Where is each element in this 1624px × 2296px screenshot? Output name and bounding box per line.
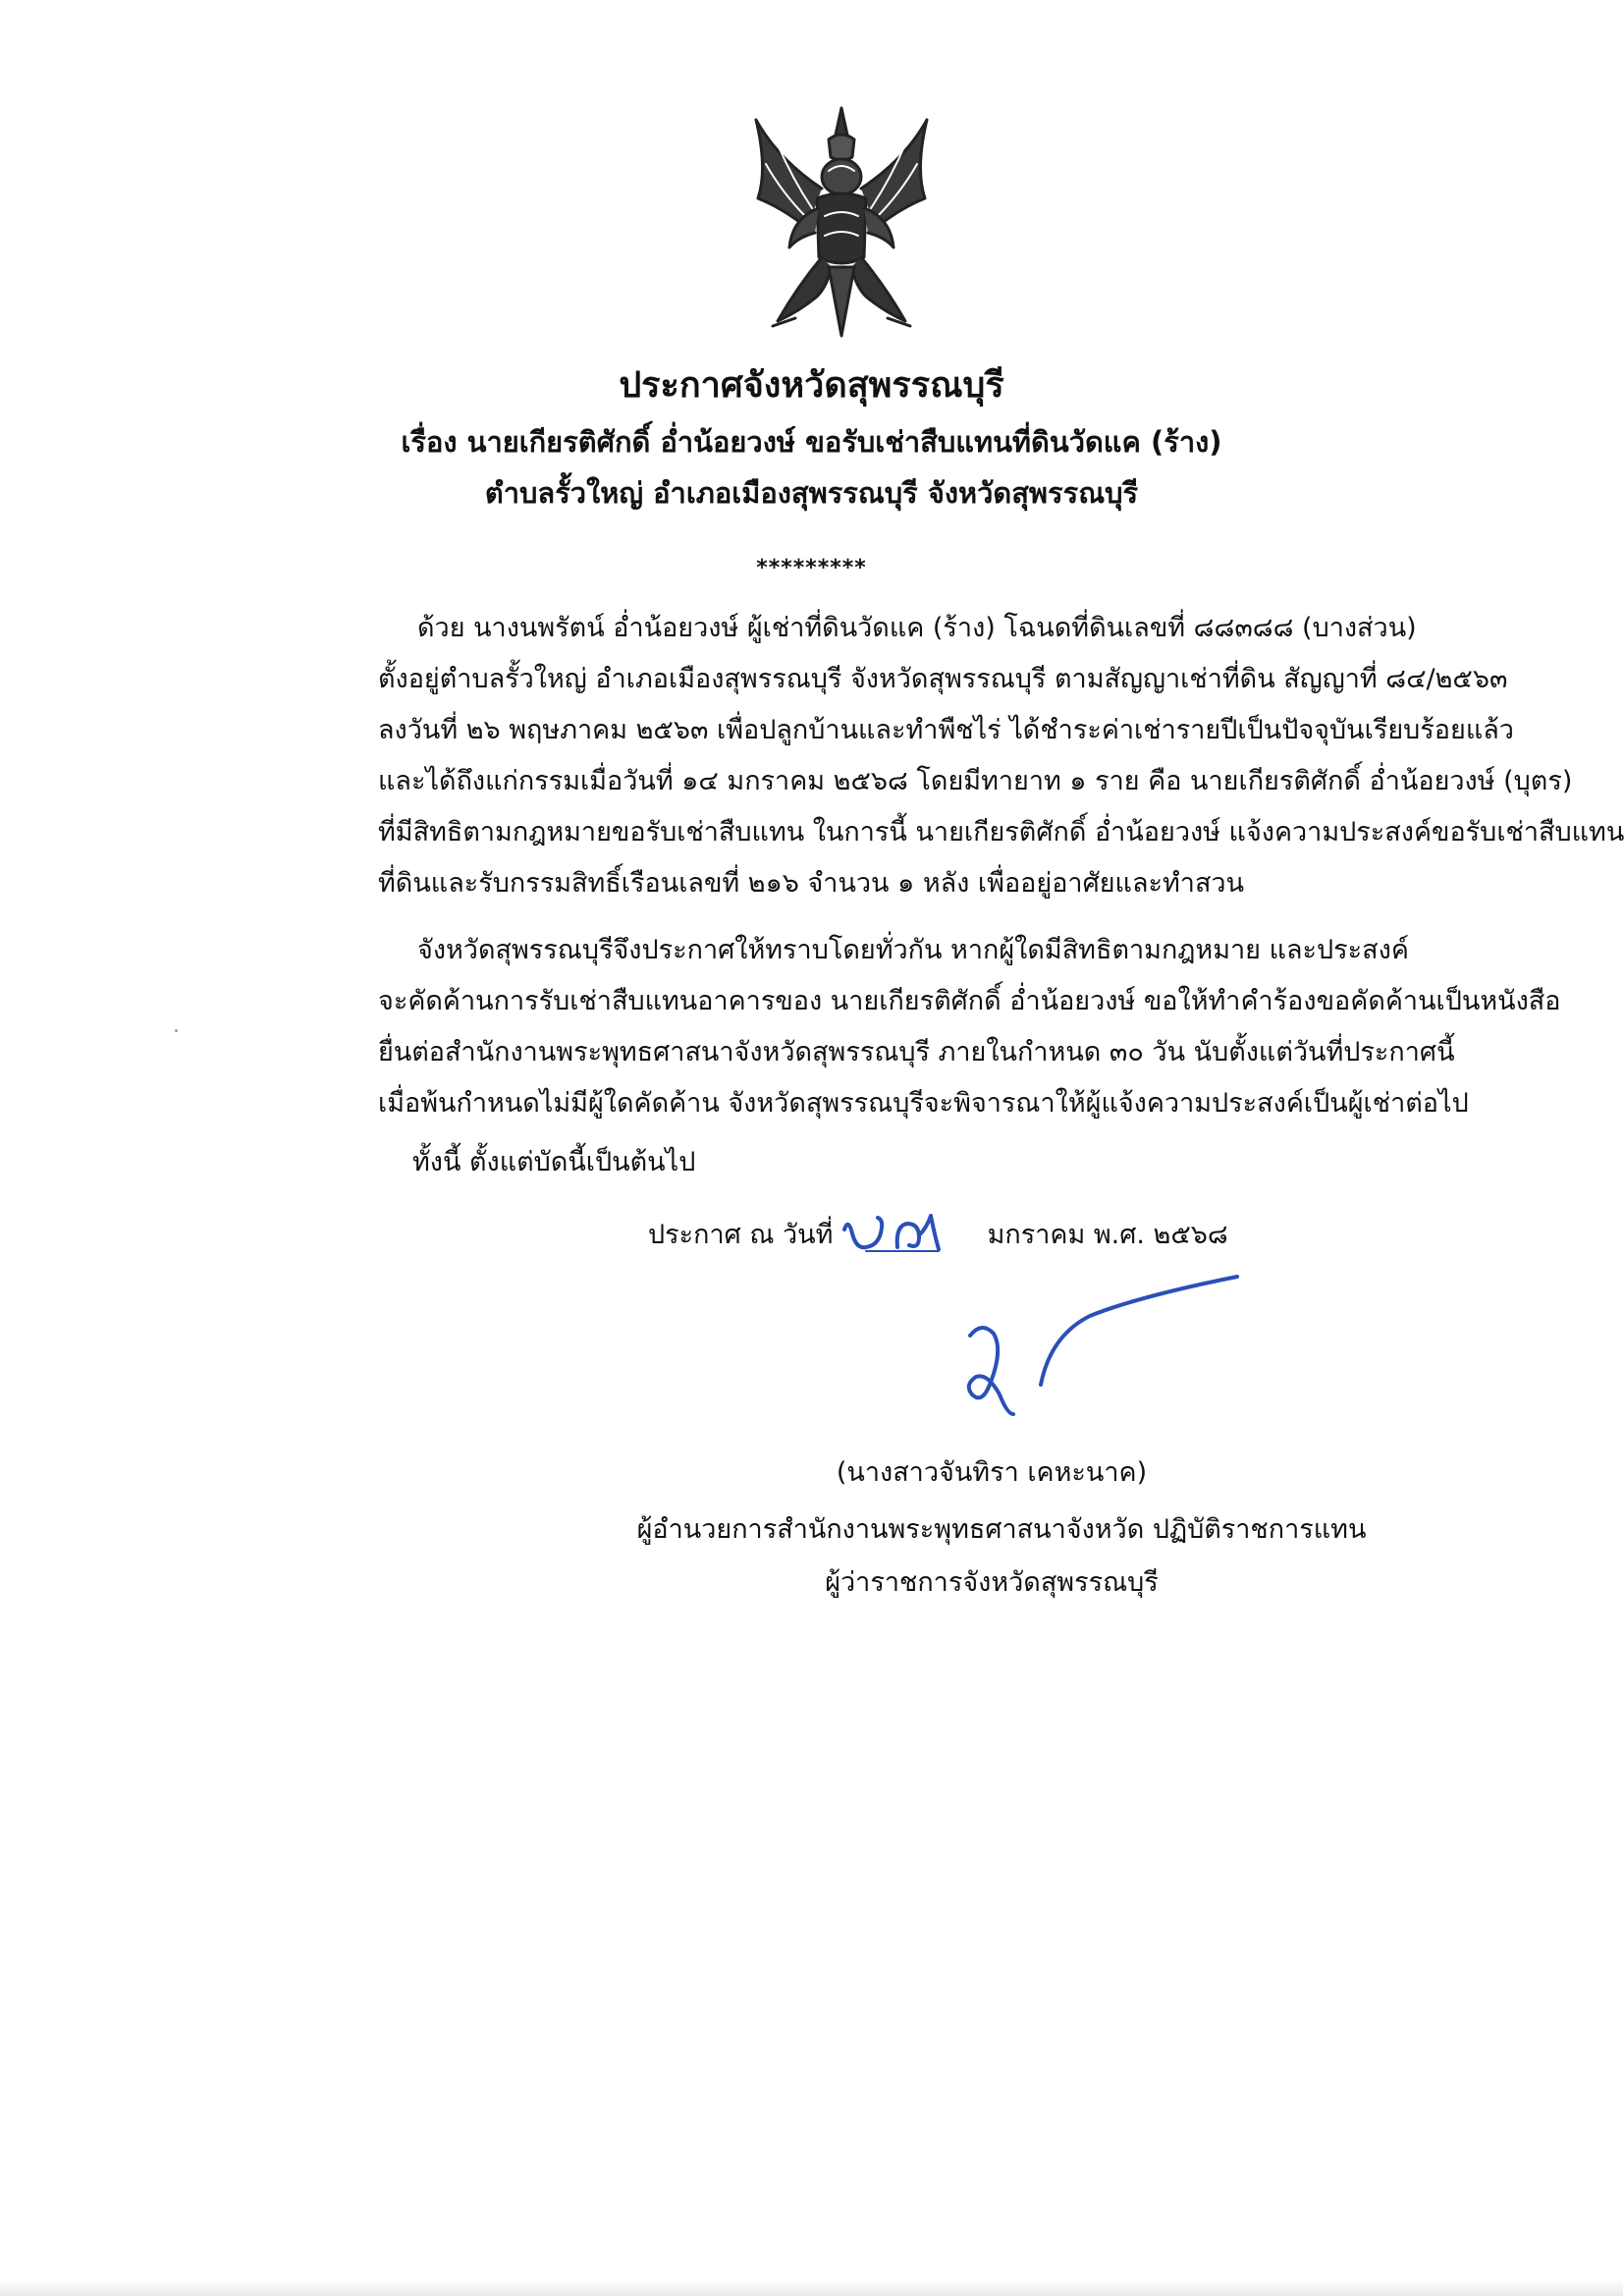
handwritten-signature-icon (943, 1267, 1257, 1444)
garuda-emblem-icon (738, 100, 945, 346)
paragraph-1-line-2: ตั้งอยู่ตำบลรั้วใหญ่ อำเภอเมืองสุพรรณบุรี จังหวัดสุพรรณบุรี ตามสัญญาเช่าที่ดิน สัญญาที่ ๘๔/๒๕๖๓ (378, 664, 1508, 694)
paragraph-1-line-1: ด้วย นางนพรัตน์ อ่ำน้อยวงษ์ ผู้เช่าที่ดินวัดแค (ร้าง) โฉนดที่ดินเลขที่ ๘๘๓๘๘ (บางส่วน) (417, 613, 1417, 643)
page-title: ประกาศจังหวัดสุพรรณบุรี (619, 365, 1004, 406)
date-month-year: มกราคม พ.ศ. ๒๕๖๘ (987, 1220, 1228, 1250)
separator: ********* (756, 556, 867, 580)
date-prefix: ประกาศ ณ วันที่ (648, 1220, 834, 1250)
closing-statement: ทั้งนี้ ตั้งแต่บัดนี้เป็นต้นไป (412, 1147, 696, 1177)
paragraph-2-line-2: จะคัดค้านการรับเช่าสืบแทนอาคารของ นายเกียรติศักดิ์ อ่ำน้อยวงษ์ ขอให้ทำคำร้องขอคัดค้านเป็นหนังสือ (378, 986, 1561, 1016)
signatory-position-2: ผู้ว่าราชการจังหวัดสุพรรณบุรี (825, 1567, 1159, 1598)
signatory-name: (นางสาวจันทิรา เคหะนาค) (836, 1457, 1148, 1488)
signatory-position-1: ผู้อำนวยการสำนักงานพระพุทธศาสนาจังหวัด ปฏิบัติราชการแทน (636, 1514, 1367, 1545)
scan-speck (175, 1029, 178, 1032)
paragraph-1-line-4: และได้ถึงแก่กรรมเมื่อวันที่ ๑๔ มกราคม ๒๕๖๘ โดยมีทายาท ๑ ราย คือ นายเกียรติศักดิ์ อ่ำน้อยวงษ์ (บุตร) (378, 766, 1573, 796)
paragraph-2-line-4: เมื่อพ้นกำหนดไม่มีผู้ใดคัดค้าน จังหวัดสุพรรณบุรีจะพิจารณาให้ผู้แจ้งความประสงค์เป็นผู้เช่าต่อไป (378, 1088, 1469, 1119)
subject-line-2: ตำบลรั้วใหญ่ อำเภอเมืองสุพรรณบุรี จังหวัดสุพรรณบุรี (484, 476, 1139, 510)
paragraph-1-line-6: ที่ดินและรับกรรมสิทธิ์เรือนเลขที่ ๒๑๖ จำนวน ๑ หลัง เพื่ออยู่อาศัยและทำสวน (378, 868, 1245, 899)
paragraph-2-line-3: ยื่นต่อสำนักงานพระพุทธศาสนาจังหวัดสุพรรณบุรี ภายในกำหนด ๓๐ วัน นับตั้งแต่วันที่ประกาศนี้ (378, 1037, 1455, 1067)
paragraph-1-line-3: ลงวันที่ ๒๖ พฤษภาคม ๒๕๖๓ เพื่อปลูกบ้านและทำพืชไร่ ได้ชำระค่าเช่ารายปีเป็นปัจจุบันเรียบร้อยแล้ว (378, 715, 1514, 745)
subject-line-1: เรื่อง นายเกียรติศักดิ์ อ่ำน้อยวงษ์ ขอรับเช่าสืบแทนที่ดินวัดแค (ร้าง) (401, 425, 1222, 459)
handwritten-day-icon (837, 1206, 954, 1265)
paragraph-2-line-1: จังหวัดสุพรรณบุรีจึงประกาศให้ทราบโดยทั่วกัน หากผู้ใดมีสิทธิตามกฎหมาย และประสงค์ (417, 935, 1409, 965)
scan-bottom-edge (0, 2280, 1623, 2296)
paragraph-1-line-5: ที่มีสิทธิตามกฎหมายขอรับเช่าสืบแทน ในการนี้ นายเกียรติศักดิ์ อ่ำน้อยวงษ์ แจ้งความประสงค์ขอรับเช่าสืบแทน (378, 817, 1624, 847)
